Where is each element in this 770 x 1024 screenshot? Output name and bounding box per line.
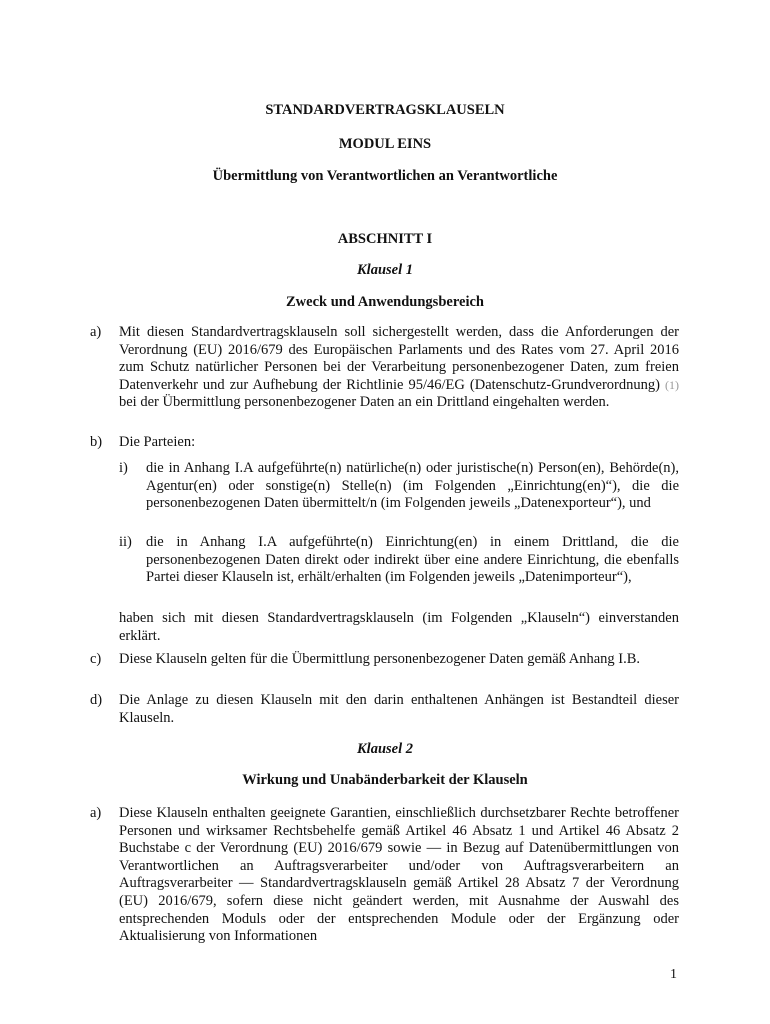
clause-2-title: Wirkung und Unabänderbarkeit der Klauseln xyxy=(242,772,528,788)
clause-1-paragraph-b-ii: die in Anhang I.A aufgeführte(n) Einrichtung(en) in einem Drittland, die die personenbezogenen Daten direkt oder indirekt über eine andere Einrichtung, die ebenfalls Partei dieser Klauseln ist, erhält/erhalten (im Folgenden jeweils „Datenimporteur“), xyxy=(146,534,679,586)
list-label-d: d) xyxy=(90,692,103,708)
list-label-a: a) xyxy=(90,324,102,340)
document-title: STANDARDVERTRAGSKLAUSELN xyxy=(265,102,505,118)
clause-1-paragraph-c: Diese Klauseln gelten für die Übermittlung personenbezogener Daten gemäß Anhang I.B. xyxy=(119,651,641,667)
clause-2-paragraph-a: Diese Klauseln enthalten geeignete Garantien, einschließlich durchsetzbarer Rechte betroffener Personen und wirksamer Rechtsbehelfe gemäß Artikel 46 Absatz 1 und Artikel 46 Absatz 2 Buchstabe c der Verordnung (EU) 2016/679 sowie — in Bezug auf Datenübermittlungen von Verantwortlichen an Auftragsverarbeiter und/oder von Auftragsverarbeitern an Auftragsverarbeiter — Standardvertragsklauseln gemäß Artikel 28 Absatz 7 der Verordnung (EU) 2016/679, sofern diese nicht geändert werden, mit Ausnahme der Auswahl des entsprechenden Moduls oder der entsprechenden Module oder der Ergänzung oder Aktualisierung von Informationen xyxy=(119,805,679,945)
clause-1-title: Zweck und Anwendungsbereich xyxy=(286,294,484,310)
clause-1-paragraph-b-tail: haben sich mit diesen Standardvertragsklauseln (im Folgenden „Klauseln“) einverstanden erklärt. xyxy=(119,610,679,644)
clause-1-paragraph-b: Die Parteien: xyxy=(119,434,196,450)
page-number: 1 xyxy=(670,967,677,982)
module-title: MODUL EINS xyxy=(338,136,432,152)
document-subtitle: Übermittlung von Verantwortlichen an Verantwortliche xyxy=(212,168,558,184)
footnote-reference[interactable]: (1) xyxy=(665,377,680,392)
list-label-c: c) xyxy=(90,651,102,667)
clause-2-heading: Klausel 2 xyxy=(357,741,413,757)
list-label-b-i: i) xyxy=(119,460,128,476)
section-heading: ABSCHNITT I xyxy=(337,231,433,247)
clause-1-paragraph-a: Mit diesen Standardvertragsklauseln soll sichergestellt werden, dass die Anforderungen der Verordnung (EU) 2016/679 des Europäischen Parlaments und des Rates vom 27. April 2016 zum Schutz natürlicher Personen bei der Verarbeitung personenbezogener Daten, zum freien Datenverkehr und zur Aufhebung der Richtlinie 95/46/EG (Datenschutz-Grundverordnung) (1) bei der Übermittlung personenbezogener Daten an ein Drittland eingehalten werden. xyxy=(119,324,680,411)
clause-1-paragraph-d: Die Anlage zu diesen Klauseln mit den darin enthaltenen Anhängen ist Bestandteil dieser Klauseln. xyxy=(119,692,679,726)
list-label-2a: a) xyxy=(90,805,102,821)
list-label-b: b) xyxy=(90,434,103,450)
list-label-b-ii: ii) xyxy=(119,534,132,550)
clause-1-heading: Klausel 1 xyxy=(357,262,413,278)
clause-1-paragraph-b-i: die in Anhang I.A aufgeführte(n) natürliche(n) oder juristische(n) Person(en), Behörde(n), Agentur(en) oder sonstige(n) Stelle(n) (im Folgenden „Einrichtung(en)“), die die personenbezogenen Daten übermittelt/n (im Folgenden jeweils „Datenexporteur“), und xyxy=(146,460,679,512)
